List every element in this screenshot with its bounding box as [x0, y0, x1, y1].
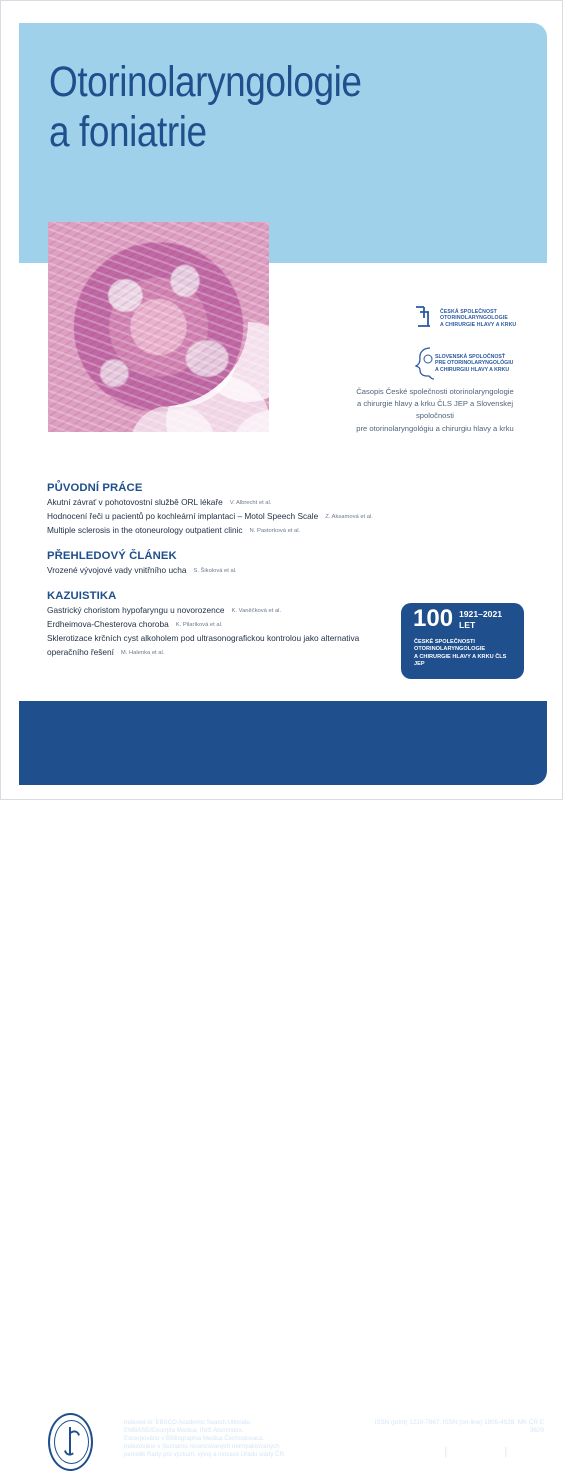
article-author: S. Šikolová et al. [193, 568, 237, 574]
article-title: Erdheimova-Chesterova choroba [47, 619, 169, 629]
head-profile-icon [415, 346, 437, 380]
anniversary-text-line-3: A CHIRURGIE HLAVY A KRKU ČLS JEP [414, 653, 507, 667]
section-original-work [47, 482, 517, 538]
section-heading: KAZUISTIKA [47, 590, 117, 602]
volume-label: ročník 70 [392, 1446, 440, 1458]
article-item[interactable] [47, 524, 517, 538]
section-review-article [47, 550, 517, 578]
article-title: Vrozené vývojové vady vnitřního ucha [47, 565, 187, 575]
article-title: Hodnocení řeči u pacientů po kochleární implantaci – Motol Speech Scale [47, 511, 319, 521]
journal-description [340, 386, 530, 435]
czech-society-line-1: ČESKÁ SPOLEČNOST [440, 309, 497, 315]
indexing-line-4: Indexováno v Seznamu recenzovaných neimpaktovaných [124, 1443, 280, 1450]
article-author: K. Pilaríková et al. [175, 622, 223, 628]
article-author: V. Albrecht et al. [229, 500, 272, 506]
anniversary-badge [401, 603, 524, 679]
article-item[interactable] [47, 496, 517, 510]
article-title: Akutní závrať v pohotovostní službě ORL lékaře [47, 497, 223, 507]
section-heading: PŮVODNÍ PRÁCE [47, 482, 143, 494]
article-title: Gastrický choristom hypofaryngu u novorozence [47, 605, 225, 615]
indexing-line-1: Indexed in: EBSCO Academic Search Ultimate, [124, 1419, 252, 1426]
anniversary-text [414, 639, 516, 668]
anniversary-text-line-2: OTORINOLARYNGOLOGIE [414, 646, 486, 653]
indexing-line-3: Excerpováno v Bibliographia Medica Čechoslovaca. [124, 1435, 265, 1442]
slovak-society-line-1: SLOVENSKÁ SPOLOČNOSŤ [435, 354, 506, 360]
article-title: Sklerotizace krčních cyst alkoholem pod ultrasonografickou kontrolou jako alternativa [47, 633, 360, 643]
description-line-3: pre otorinolaryngológiu a chirurgiu hlavy a krku [356, 423, 514, 433]
slovak-society-logo [415, 346, 525, 380]
footer-band [19, 701, 547, 1458]
article-author: M. Halenka et al. [120, 650, 165, 656]
indexing-line-5: periodik Rady pro výzkum, vývoj a inovace Úřadu vlády ČR. [124, 1451, 286, 1458]
slovak-society-line-3: A CHIRURGIU HLAVY A KRKU [435, 366, 510, 373]
article-item[interactable] [47, 564, 517, 578]
anniversary-number: 100 [413, 605, 454, 632]
issue-info [347, 1446, 545, 1458]
histology-image [48, 222, 269, 432]
issue-number: číslo 3 [512, 1446, 545, 1458]
article-author: K. Vaněčková et al. [231, 608, 282, 614]
article-title: Multiple sclerosis in the otoneurology outpatient clinic [47, 525, 243, 535]
description-line-2: a chirurgie hlavy a krku ČLS JEP a Slovenskej spoločnosti [356, 399, 514, 421]
journal-title [49, 57, 362, 157]
czech-society-text [440, 309, 516, 328]
slovak-society-line-2: PRE OTORINOLARYNGOLÓGIU [435, 360, 514, 367]
indexing-info [124, 1419, 334, 1459]
issn-info: ISSN (print) 1210-7867, ISSN (on-line) 1805-4528, MK ČR E 3629 [374, 1419, 544, 1434]
slovak-society-text [435, 354, 513, 373]
separator: | [504, 1446, 508, 1458]
section-heading: PŘEHLEDOVÝ ČLÁNEK [47, 550, 177, 562]
separator: | [444, 1446, 448, 1458]
issue-date: září 2021 [452, 1446, 500, 1458]
indexing-line-2: EMBASE/Excerpta Medica, INIS Atomindex. [124, 1427, 244, 1434]
anniversary-years: 1921–2021 [459, 609, 503, 619]
article-title: operačního řešení [47, 647, 114, 657]
journal-title-line-1: Otorinolaryngologie [49, 58, 362, 106]
czech-society-line-2: OTORINOLARYNGOLOGIE [440, 315, 508, 322]
section-gap [47, 538, 517, 550]
czech-society-line-3: A CHIRURGIE HLAVY A KRKU [440, 321, 517, 328]
journal-title-line-2: a foniatrie [49, 108, 207, 156]
czech-society-mark-icon [414, 304, 434, 328]
czech-society-logo [414, 302, 522, 336]
article-author: N. Pastorková et al. [249, 528, 301, 534]
anniversary-text-line-1: ČESKÉ SPOLEČNOSTI [414, 639, 475, 645]
article-author: Z. Aksamová et al. [325, 514, 373, 520]
article-item[interactable] [47, 510, 517, 524]
anniversary-label: LET [459, 620, 476, 630]
medical-society-seal [48, 1413, 93, 1471]
section-gap [47, 578, 517, 590]
description-line-1: Časopis České společnosti otorinolaryngologie [356, 387, 514, 396]
